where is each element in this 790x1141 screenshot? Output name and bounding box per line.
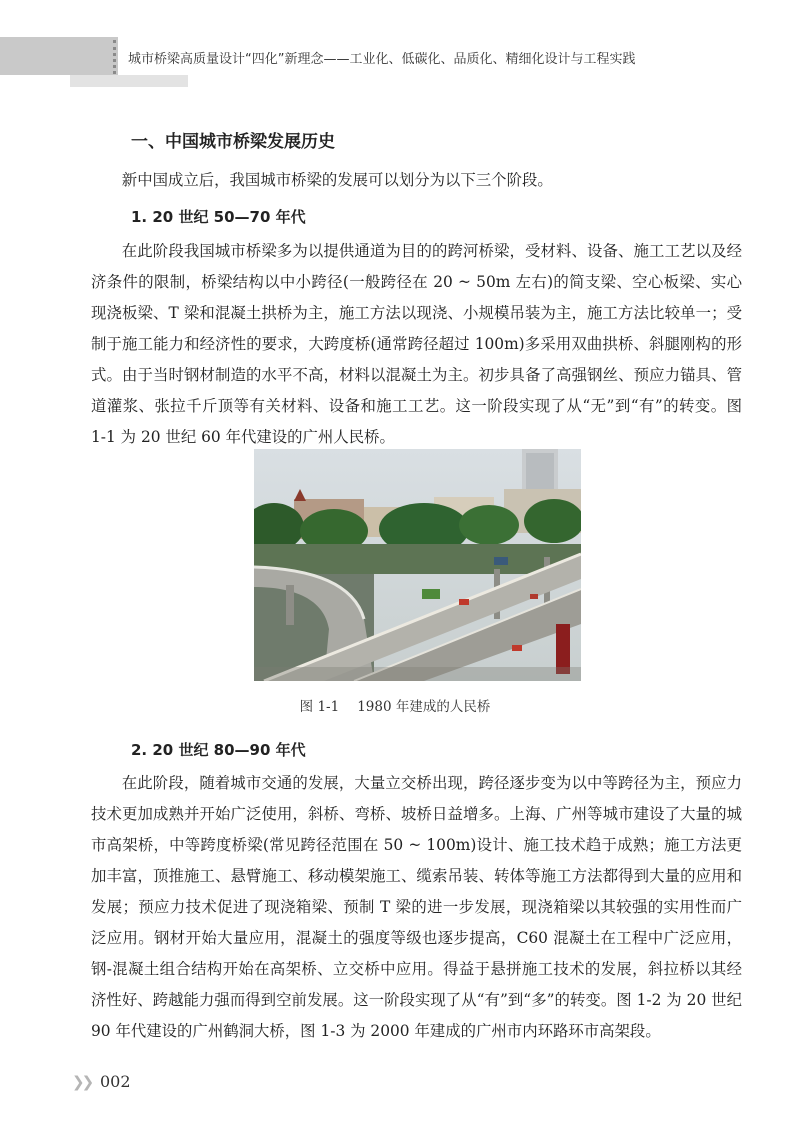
figure-photo [254, 449, 581, 681]
stage2-heading: 2. 20 世纪 80—90 年代 [131, 741, 306, 759]
figure-caption [0, 695, 790, 715]
header-dots [113, 40, 122, 74]
running-title: 城市桥梁高质量设计“四化”新理念——工业化、低碳化、品质化、精细化设计与工程实践 [128, 52, 636, 67]
figure-caption-text: 1980 年建成的人民桥 [357, 699, 491, 715]
figure-label: 图 1-1 [299, 699, 340, 715]
stage1-heading: 1. 20 世纪 50—70 年代 [131, 208, 306, 226]
double-chevron-icon: ❯❯ [72, 1073, 92, 1091]
page-number: 002 [100, 1072, 131, 1091]
stage2-paragraph: 在此阶段，随着城市交通的发展，大量立交桥出现，跨径逐步变为以中等跨径为主，预应力技术更加成熟并开始广泛使用，斜桥、弯桥、坡桥日益增多。上海、广州等城市建设了大量的城市高架桥，中等跨度桥梁(常见跨径范围在 50 ~ 100m)设计、施工技术趋于成熟；施工方法更加丰富，顶推施工、悬臂施工、移动模架施工、缆索吊装、转体等施工方法都得到大量的应用和发展；预应力技术促进了现浇箱梁、预制 T 梁的进一步发展，现浇箱梁以其较强的实用性而广泛应用。钢材开始大量应用，混凝土的强度等级也逐步提高，C60 混凝土在工程中广泛应用，钢-混凝土组合结构开始在高架桥、立交桥中应用。得益于悬拼施工技术的发展，斜拉桥以其经济性好、跨越能力强而得到空前发展。这一阶段实现了从“有”到“多”的转变。图 1-2 为 20 世纪 90 年代建设的广州鹤洞大桥，图 1-3 为 2000 年建成的广州市内环路环市高架段。 [91, 774, 742, 1040]
stage1-paragraph: 在此阶段我国城市桥梁多为以提供通道为目的的跨河桥梁，受材料、设备、施工工艺以及经济条件的限制，桥梁结构以中小跨径(一般跨径在 20 ~ 50m 左右)的简支梁、空心板梁、实心现浇板梁、T 梁和混凝土拱桥为主，施工方法以现浇、小规模吊装为主，施工方法比较单一；受制于施工能力和经济性的要求，大跨度桥(通常跨径超过 100m)多采用双曲拱桥、斜腿刚构的形式。由于当时钢材制造的水平不高，材料以混凝土为主。初步具备了高强钢丝、预应力锚具、管道灌浆、张拉千斤顶等有关材料、设备和施工工艺。这一阶段实现了从“无”到“有”的转变。图 1-1 为 20 世纪 60 年代建设的广州人民桥。 [91, 242, 742, 446]
section-title: 一、中国城市桥梁发展历史 [131, 132, 335, 152]
bridge-photo [254, 449, 581, 681]
intro-paragraph: 新中国成立后，我国城市桥梁的发展可以划分为以下三个阶段。 [121, 171, 553, 189]
header-tab [0, 37, 118, 75]
header-tab-accent [70, 75, 188, 87]
